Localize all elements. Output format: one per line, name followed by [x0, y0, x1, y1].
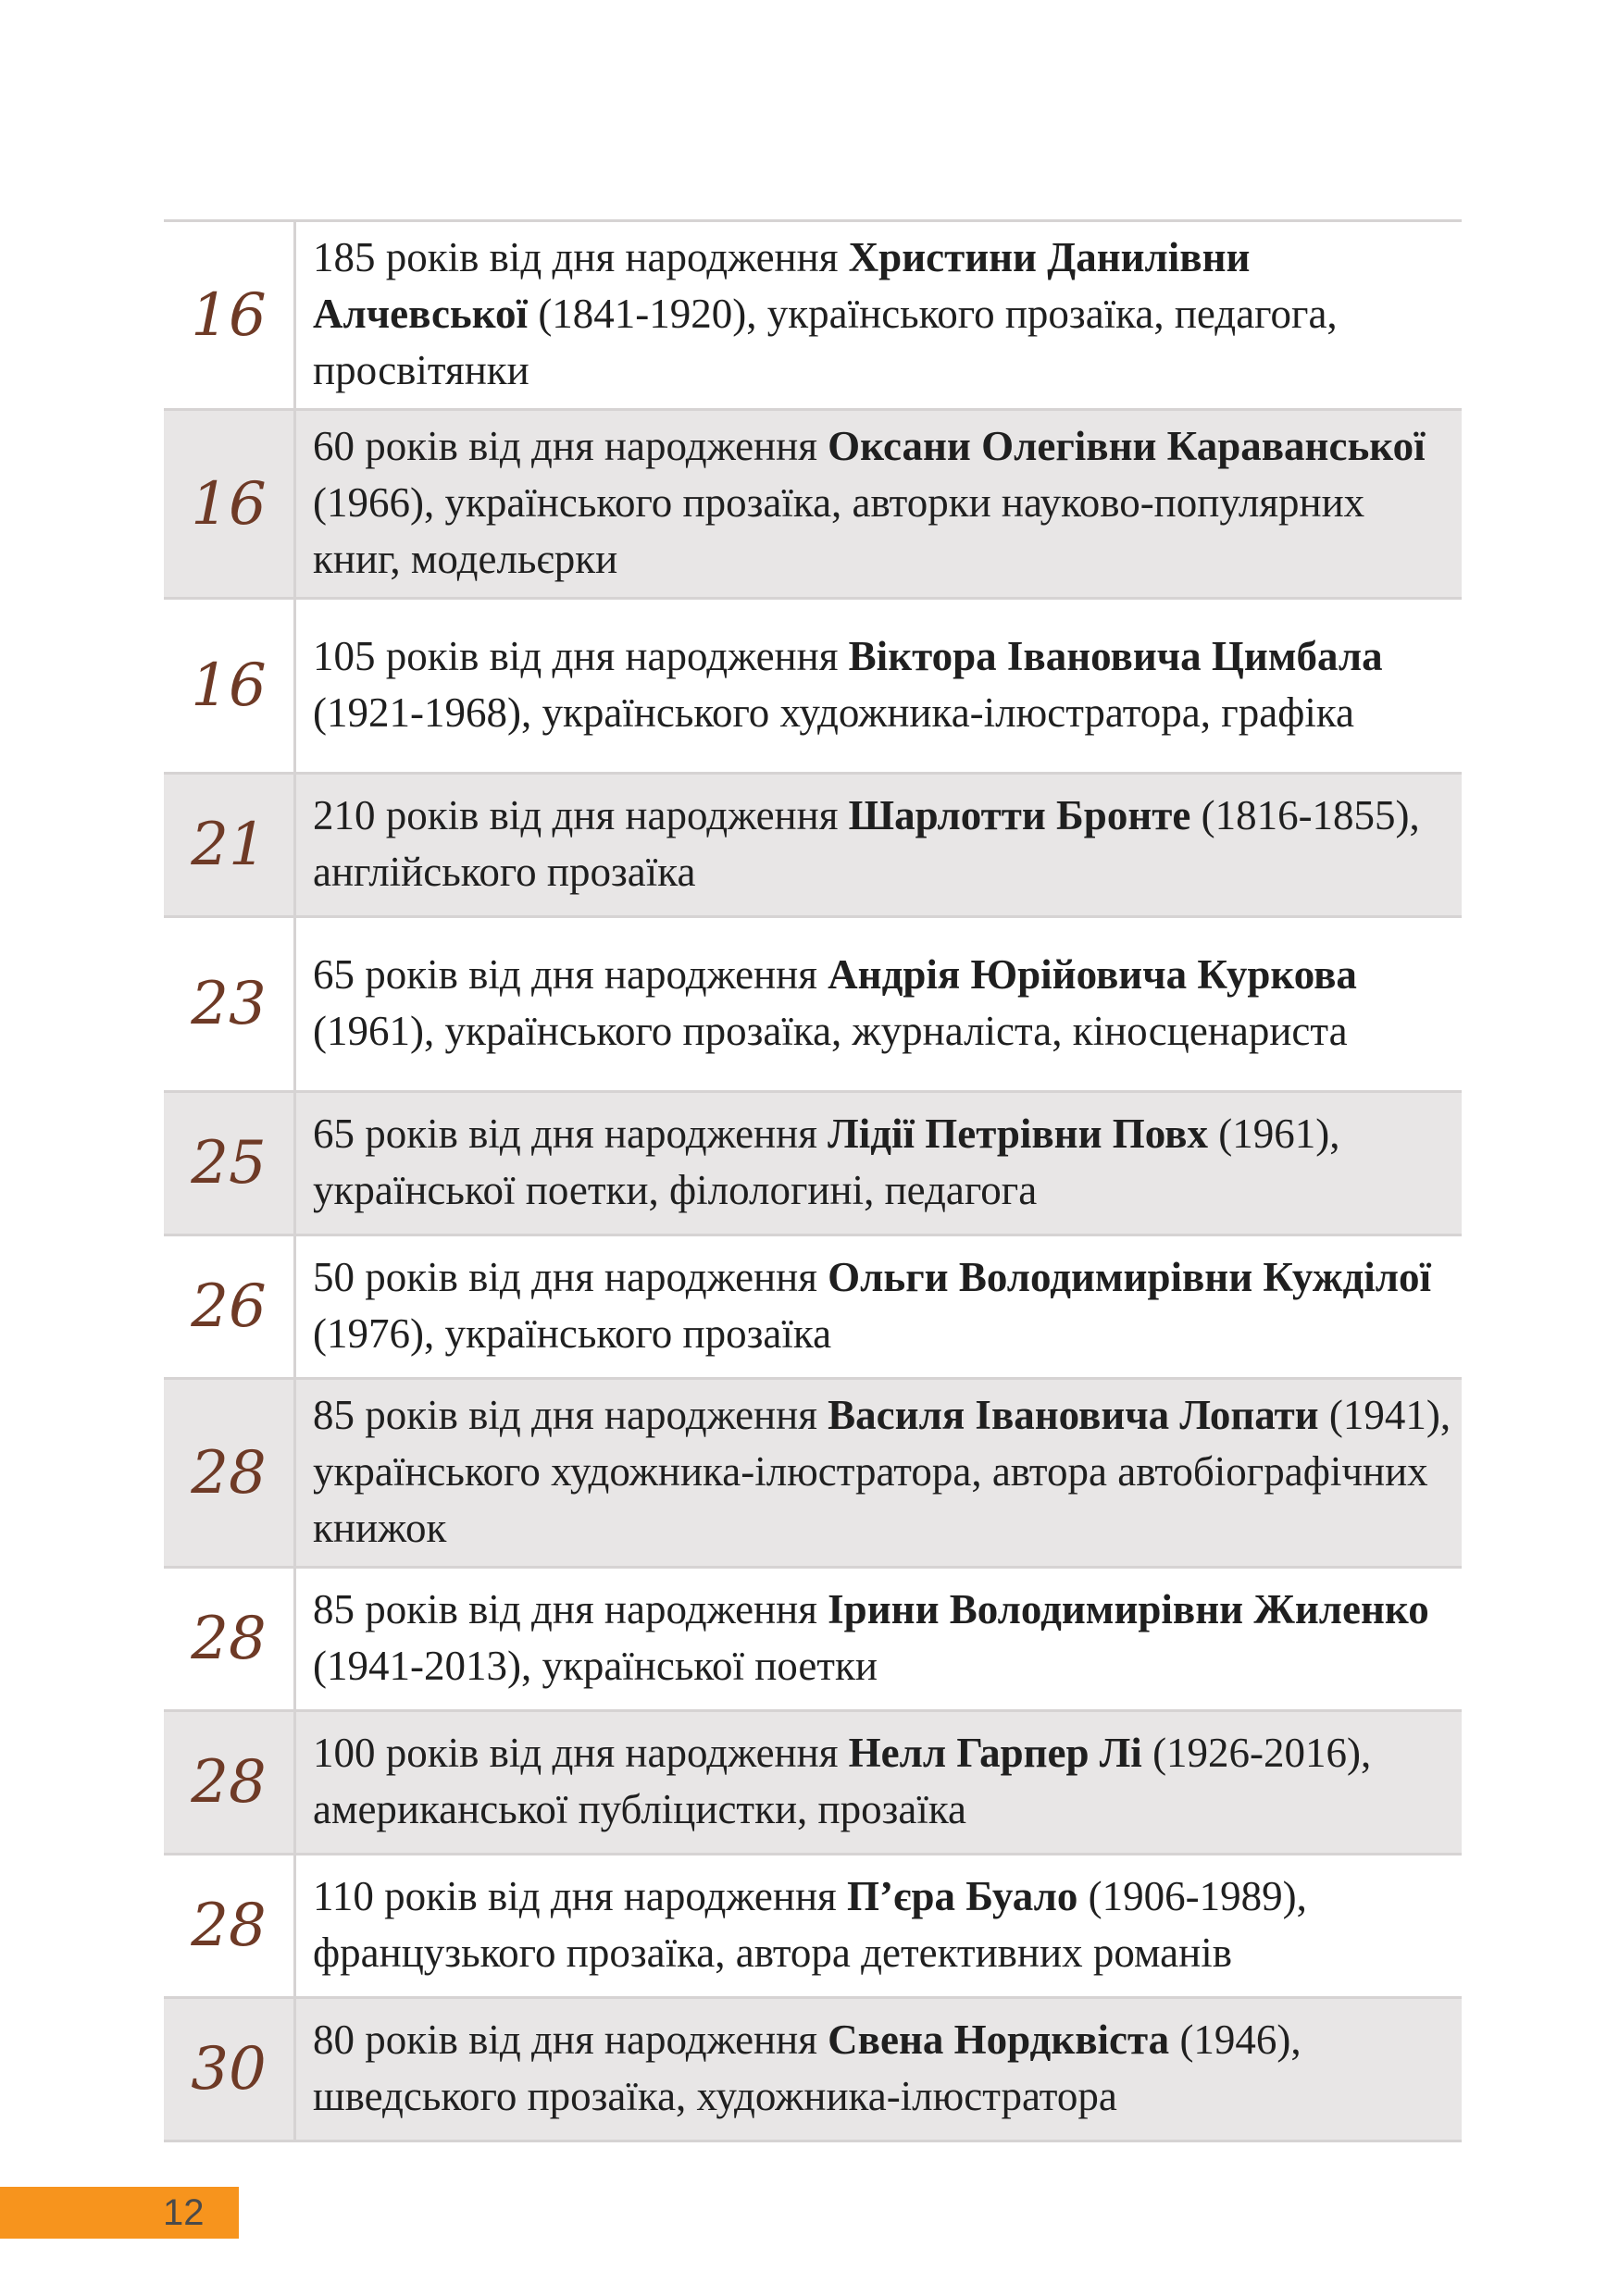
table-row — [164, 1855, 1462, 1998]
day-number: 28 — [164, 1568, 295, 1711]
person-name: Ольги Володимирівни Кужділої — [828, 1254, 1431, 1300]
person-name: Свена Нордквіста — [828, 2017, 1170, 2063]
day-number: 28 — [164, 1855, 295, 1998]
person-name: Лідії Петрівни Повх — [828, 1111, 1208, 1157]
entry-text — [295, 917, 1463, 1092]
table-row — [164, 1711, 1462, 1855]
entry-suffix: (1926-2016), американської публіцистки, прозаїка — [313, 1730, 1372, 1832]
entry-prefix: 85 років від дня народження — [313, 1392, 828, 1438]
entry-suffix: (1961), української поетки, філологині, педагога — [313, 1111, 1340, 1213]
entry-text — [295, 221, 1463, 410]
day-number: 25 — [164, 1092, 295, 1235]
entry-prefix: 85 років від дня народження — [313, 1586, 828, 1632]
day-number: 16 — [164, 221, 295, 410]
day-number: 16 — [164, 599, 295, 774]
day-number: 16 — [164, 410, 295, 599]
person-name: Нелл Гарпер Лі — [848, 1730, 1142, 1776]
entry-text — [295, 1998, 1463, 2141]
table-row — [164, 410, 1462, 599]
day-number: 21 — [164, 774, 295, 917]
person-name: Василя Івановича Лопати — [828, 1392, 1319, 1438]
entry-suffix: (1976), українського прозаїка — [313, 1310, 832, 1357]
entry-suffix: (1941-2013), української поетки — [313, 1643, 878, 1689]
entry-text — [295, 599, 1463, 774]
person-name: Христини Данилівни Алчевської — [313, 234, 1251, 337]
entry-suffix: (1966), українського прозаїка, авторки науково-популярних книг, модельєрки — [313, 479, 1365, 582]
person-name: Оксани Олегівни Караванської — [828, 423, 1426, 469]
entry-suffix: (1961), українського прозаїка, журналіста, кіносценариста — [313, 1008, 1348, 1054]
entry-suffix: (1946), шведського прозаїка, художника-ілюстратора — [313, 2017, 1301, 2119]
entry-text — [295, 1379, 1463, 1568]
entry-suffix: (1816-1855), англійського прозаїка — [313, 792, 1420, 895]
table-row — [164, 1568, 1462, 1711]
table-row — [164, 917, 1462, 1092]
entry-prefix: 80 років від дня народження — [313, 2017, 828, 2063]
table-row — [164, 599, 1462, 774]
person-name: Ірини Володимирівни Жиленко — [828, 1586, 1429, 1632]
entry-suffix: (1941), українського художника-ілюстратора, автора автобіографічних книжок — [313, 1392, 1451, 1551]
table-row — [164, 1235, 1462, 1379]
entry-text — [295, 1092, 1463, 1235]
person-name: Віктора Івановича Цимбала — [848, 633, 1383, 679]
day-number: 28 — [164, 1379, 295, 1568]
day-number: 28 — [164, 1711, 295, 1855]
page-number: 12 — [163, 2192, 205, 2233]
entry-prefix: 65 років від дня народження — [313, 1111, 828, 1157]
entry-suffix: (1841-1920), українського прозаїка, педагога, просвітянки — [313, 291, 1338, 393]
person-name: П’єра Буало — [847, 1873, 1078, 1919]
day-number: 30 — [164, 1998, 295, 2141]
entry-text — [295, 1855, 1463, 1998]
table-row — [164, 221, 1462, 410]
entry-prefix: 100 років від дня народження — [313, 1730, 849, 1776]
table-row — [164, 1379, 1462, 1568]
entry-prefix: 50 років від дня народження — [313, 1254, 828, 1300]
entry-suffix: (1906-1989), французького прозаїка, автора детективних романів — [313, 1873, 1307, 1976]
entry-text — [295, 1711, 1463, 1855]
entry-prefix: 65 років від дня народження — [313, 951, 828, 998]
day-number: 26 — [164, 1235, 295, 1379]
entry-text — [295, 1235, 1463, 1379]
anniversary-table — [164, 219, 1462, 2142]
entry-text — [295, 410, 1463, 599]
entry-prefix: 185 років від дня народження — [313, 234, 849, 280]
day-number: 23 — [164, 917, 295, 1092]
entry-text — [295, 774, 1463, 917]
entry-suffix: (1921-1968), українського художника-ілюстратора, графіка — [313, 689, 1355, 736]
person-name: Шарлотти Бронте — [848, 792, 1191, 838]
entry-prefix: 110 років від дня народження — [313, 1873, 848, 1919]
person-name: Андрія Юрійовича Куркова — [828, 951, 1357, 998]
entry-prefix: 210 років від дня народження — [313, 792, 849, 838]
table-row — [164, 774, 1462, 917]
entry-prefix: 60 років від дня народження — [313, 423, 828, 469]
entry-prefix: 105 років від дня народження — [313, 633, 849, 679]
table-row — [164, 1998, 1462, 2141]
table-row — [164, 1092, 1462, 1235]
entry-text — [295, 1568, 1463, 1711]
